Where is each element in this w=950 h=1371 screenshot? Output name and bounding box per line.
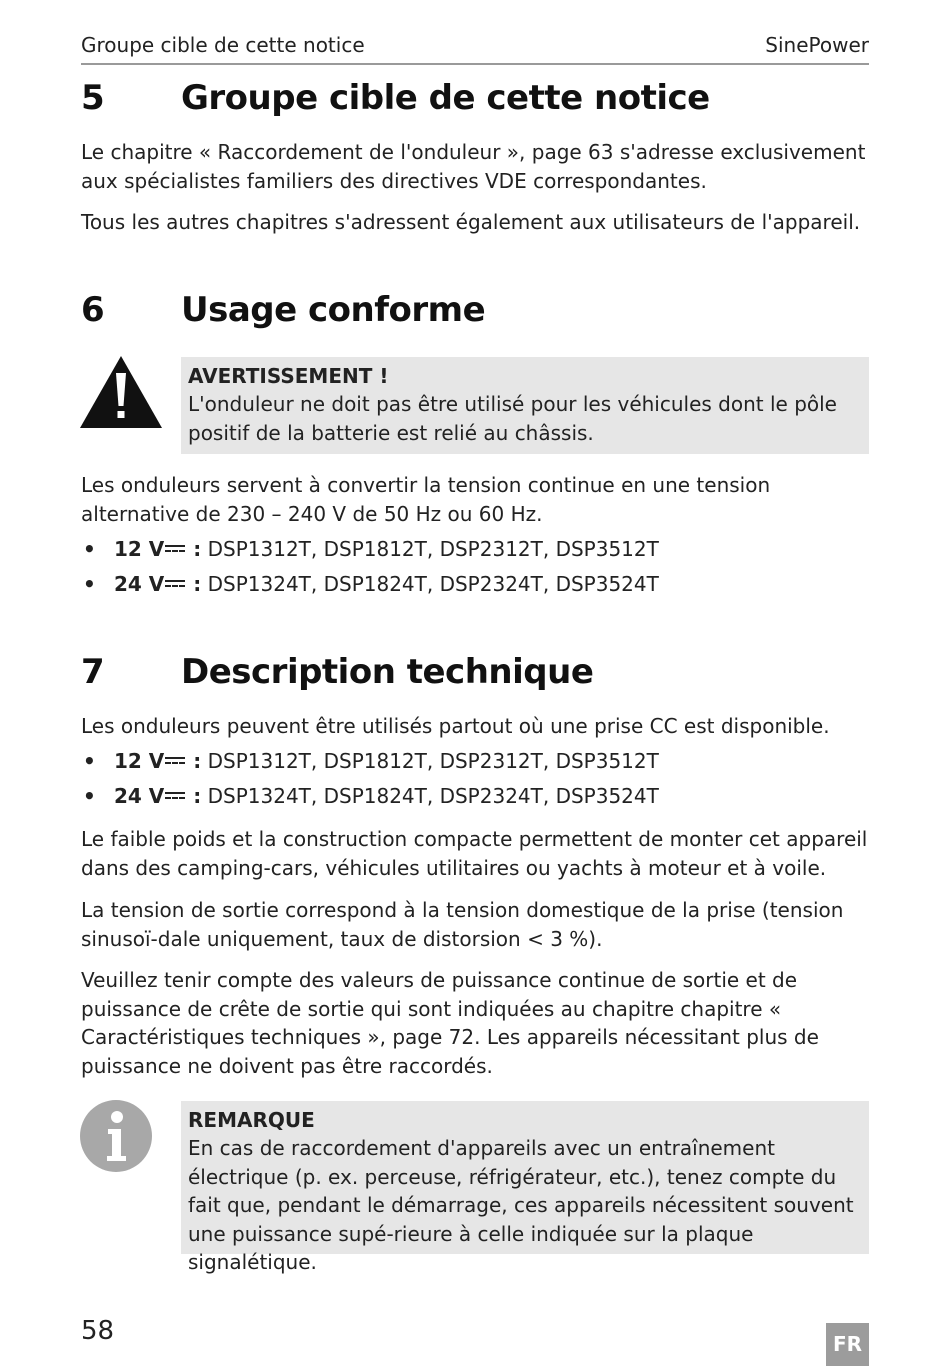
colon: : [186, 537, 202, 561]
paragraph: Tous les autres chapitres s'adressent également aux utilisateurs de l'appareil. [81, 210, 861, 234]
info-icon [80, 1100, 152, 1172]
voltage-label: 24 V [114, 572, 165, 596]
dc-symbol-icon [165, 755, 185, 767]
voltage-label: 24 V [114, 784, 165, 808]
paragraph: La tension de sortie correspond à la tension domestique de la prise (tension sinusoï-dale uniquement, taux de distorsion < 3 %). [81, 898, 844, 951]
header-section-title: Groupe cible de cette notice [81, 33, 365, 57]
voltage-label: 12 V [114, 749, 165, 773]
paragraph: Veuillez tenir compte des valeurs de puissance continue de sortie et de puissance de crête de sortie qui sont indiquées au chapitre chapitre « Caractéristiques techniques », page 72. Les appareils nécessitant plus de puissance ne doivent pas être raccordés. [81, 968, 819, 1078]
section-number: 5 [81, 78, 105, 118]
page-number: 58 [81, 1316, 115, 1346]
warning-triangle-icon [80, 356, 162, 428]
warning-callout [181, 357, 869, 454]
model-list: DSP1324T, DSP1824T, DSP2324T, DSP3524T [207, 784, 659, 808]
header-product-name: SinePower [765, 33, 869, 57]
colon: : [186, 749, 202, 773]
note-title: REMARQUE [188, 1108, 315, 1132]
note-text: En cas de raccordement d'appareils avec un entraînement électrique (p. ex. perceuse, réfrigérateur, etc.), tenez compte du fait que, pendant le démarrage, ces appareils nécessitent souvent une puissance supé-rieure à celle indiquée sur la plaque signalétique. [188, 1136, 854, 1274]
section-number: 6 [81, 290, 105, 330]
colon: : [186, 784, 202, 808]
voltage-label: 12 V [114, 537, 165, 561]
paragraph: Les onduleurs peuvent être utilisés partout où une prise CC est disponible. [81, 714, 830, 738]
note-callout [181, 1101, 869, 1274]
paragraph: Le faible poids et la construction compacte permettent de monter cet appareil dans des camping-cars, véhicules utilitaires ou yachts à moteur et à voile. [81, 827, 868, 880]
dc-symbol-icon [165, 790, 185, 802]
language-tab: FR [826, 1323, 869, 1366]
dc-symbol-icon [165, 578, 185, 590]
section-title: Description technique [181, 652, 594, 692]
warning-text: L'onduleur ne doit pas être utilisé pour les véhicules dont le pôle positif de la batterie est relié au châssis. [188, 392, 837, 445]
section-title: Groupe cible de cette notice [181, 78, 710, 118]
bullet-dot: • [83, 749, 96, 773]
bullet-dot: • [83, 537, 96, 561]
bullet-dot: • [83, 572, 96, 596]
dc-symbol-icon [165, 543, 185, 555]
model-list: DSP1324T, DSP1824T, DSP2324T, DSP3524T [207, 572, 659, 596]
model-list: DSP1312T, DSP1812T, DSP2312T, DSP3512T [207, 537, 659, 561]
section-title: Usage conforme [181, 290, 486, 330]
model-list: DSP1312T, DSP1812T, DSP2312T, DSP3512T [207, 749, 659, 773]
running-header [81, 33, 869, 65]
colon: : [186, 572, 202, 596]
paragraph: Le chapitre « Raccordement de l'onduleur », page 63 s'adresse exclusivement aux spécialistes familiers des directives VDE correspondantes. [81, 140, 866, 193]
paragraph: Les onduleurs servent à convertir la tension continue en une tension alternative de 230 – 240 V de 50 Hz ou 60 Hz. [81, 473, 771, 526]
section-number: 7 [81, 652, 105, 692]
bullet-dot: • [83, 784, 96, 808]
warning-title: AVERTISSEMENT ! [188, 364, 389, 388]
